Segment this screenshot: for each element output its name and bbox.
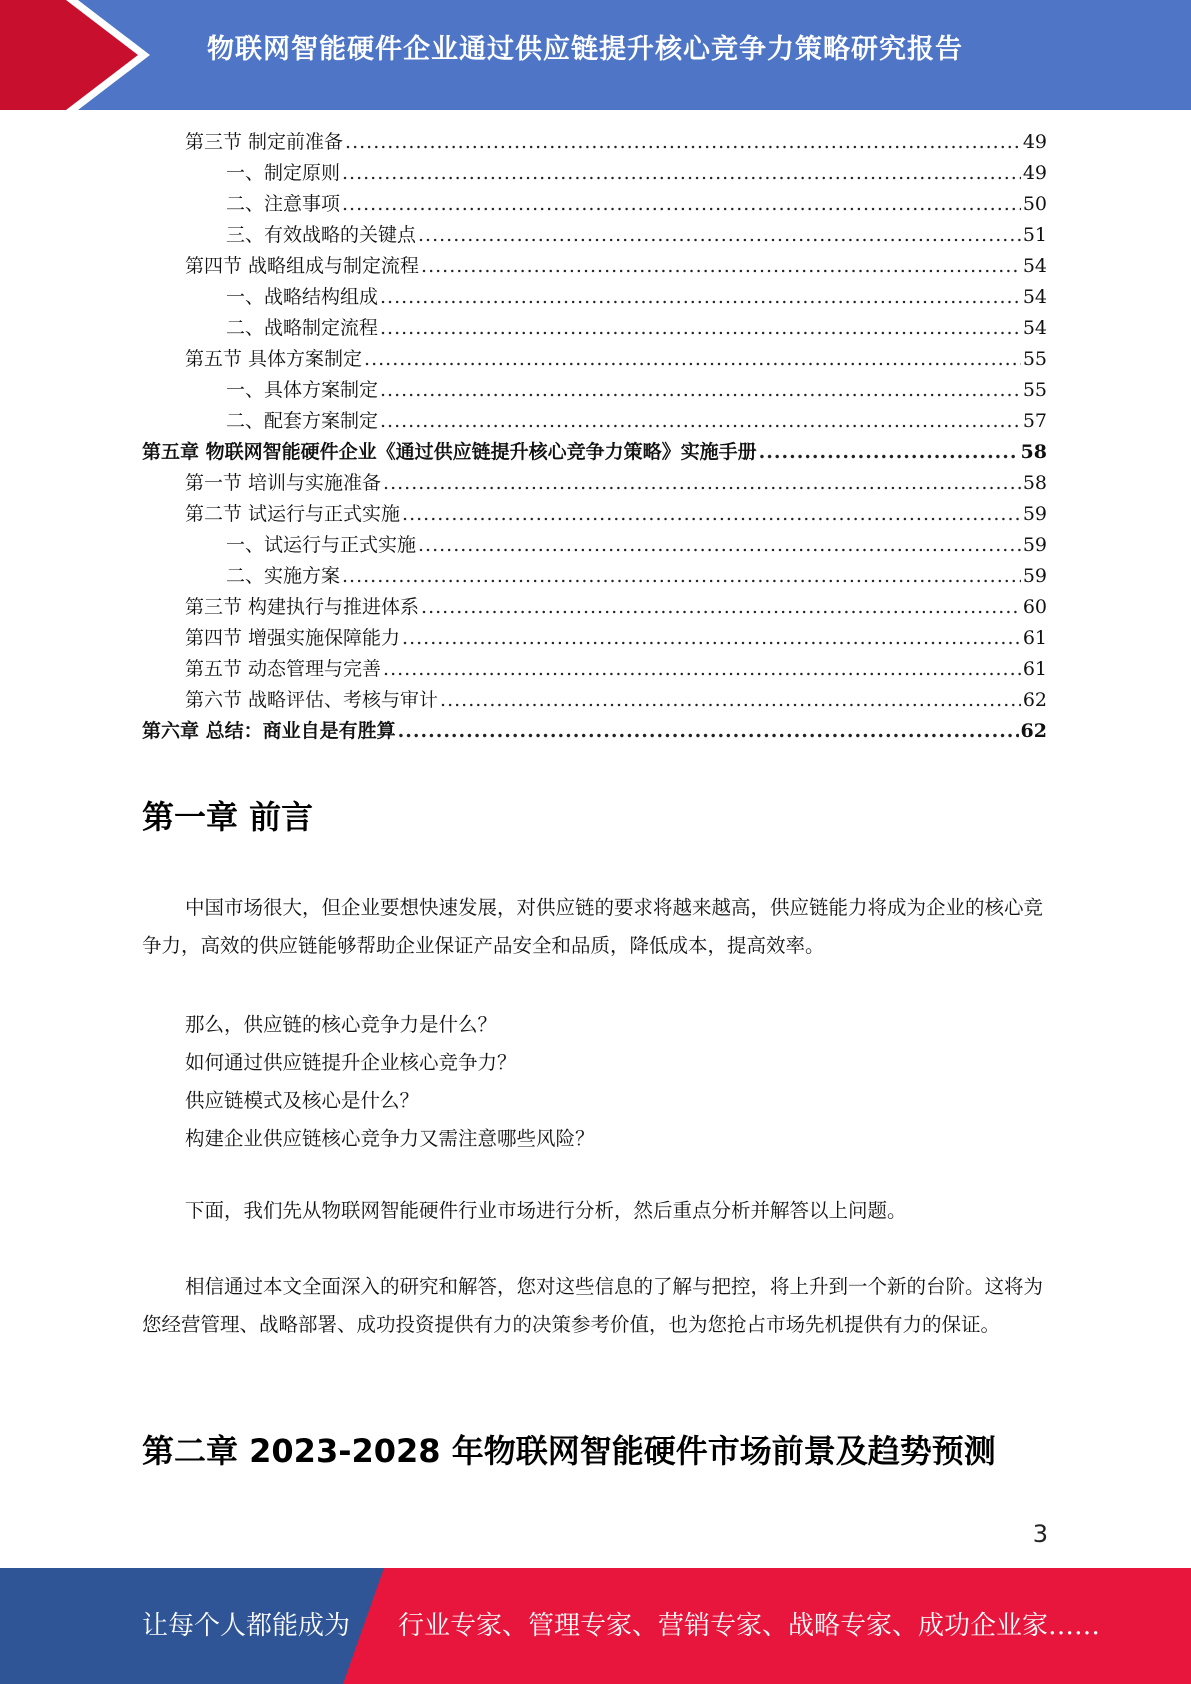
toc-page-number: 55 — [1022, 348, 1047, 370]
toc-entry[interactable] — [185, 344, 1047, 375]
toc-entry[interactable] — [185, 499, 1047, 530]
toc-page-number: 60 — [1022, 596, 1047, 618]
toc-page-number: 50 — [1022, 193, 1047, 215]
toc-leader — [402, 503, 1021, 525]
toc-leader — [418, 534, 1021, 556]
toc-leader — [342, 193, 1021, 215]
toc-entry-text: 第六章 总结：商业自是有胜算 — [142, 720, 396, 742]
toc-entry-text: 第一节 培训与实施准备 — [185, 472, 382, 494]
toc-entry[interactable] — [226, 530, 1047, 561]
toc-entry[interactable] — [185, 592, 1047, 623]
toc-entry-text: 第五章 物联网智能硬件企业《通过供应链提升核心竞争力策略》实施手册 — [142, 441, 757, 463]
toc-entry[interactable] — [185, 251, 1047, 282]
toc-page-number: 58 — [1022, 472, 1047, 494]
toc-entry-text: 一、战略结构组成 — [226, 286, 379, 308]
toc-page-number: 54 — [1022, 286, 1047, 308]
footer-slogan-right: 行业专家、管理专家、营销专家、战略专家、成功企业家…… — [398, 1611, 1101, 1641]
footer-slogan-left: 让每个人都能成为 — [142, 1611, 351, 1641]
toc-leader — [418, 224, 1021, 246]
toc-entry-text: 一、制定原则 — [226, 162, 341, 184]
toc-entry[interactable] — [226, 313, 1047, 344]
toc-page-number: 59 — [1022, 503, 1047, 525]
chapter-1-heading: 第一章 前言 — [142, 798, 314, 836]
page-number: 3 — [1032, 1520, 1048, 1548]
toc-leader — [342, 162, 1021, 184]
toc-page-number: 51 — [1022, 224, 1047, 246]
question-item: 供应链模式及核心是什么？ — [185, 1089, 420, 1112]
report-title: 物联网智能硬件企业通过供应链提升核心竞争力策略研究报告 — [207, 34, 963, 65]
toc-page-number: 57 — [1022, 410, 1047, 432]
toc-page-number: 62 — [1022, 689, 1047, 711]
page-footer — [0, 1568, 1191, 1684]
toc-entry-text: 二、注意事项 — [226, 193, 341, 215]
toc-entry-text: 二、实施方案 — [226, 565, 341, 587]
toc-entry-text: 三、有效战略的关键点 — [226, 224, 417, 246]
toc-page-number: 61 — [1022, 627, 1047, 649]
toc-entry[interactable] — [226, 406, 1047, 437]
toc-page-number: 62 — [1020, 720, 1047, 742]
toc-entry-text: 二、战略制定流程 — [226, 317, 379, 339]
toc-leader — [421, 255, 1021, 277]
toc-page-number: 59 — [1022, 565, 1047, 587]
toc-entry[interactable] — [226, 561, 1047, 592]
intro-paragraph: 中国市场很大，但企业要想快速发展，对供应链的要求将越来越高，供应链能力将成为企业的核心竞争力，高效的供应链能够帮助企业保证产品安全和品质，降低成本，提高效率。 — [142, 896, 1044, 957]
toc-leader — [380, 410, 1021, 432]
toc-entry[interactable] — [185, 468, 1047, 499]
toc-page-number: 49 — [1022, 162, 1047, 184]
toc-entry-text: 第五节 具体方案制定 — [185, 348, 363, 370]
toc-entry[interactable] — [142, 716, 1047, 747]
toc-entry-text: 一、试运行与正式实施 — [226, 534, 417, 556]
toc-entry[interactable] — [185, 685, 1047, 716]
toc-leader — [345, 131, 1021, 153]
toc-leader — [421, 596, 1021, 618]
toc-entry[interactable] — [226, 375, 1047, 406]
conclusion-paragraph: 相信通过本文全面深入的研究和解答，您对这些信息的了解与把控，将上升到一个新的台阶。这将为您经营管理、战略部署、成功投资提供有力的决策参考价值，也为您抢占市场先机提供有力的保证。 — [142, 1275, 1044, 1336]
toc-entry[interactable] — [185, 623, 1047, 654]
toc-entry-text: 第四节 增强实施保障能力 — [185, 627, 401, 649]
toc-entry[interactable] — [185, 127, 1047, 158]
toc-leader — [383, 658, 1021, 680]
toc-leader — [398, 720, 1019, 742]
toc-entry[interactable] — [142, 437, 1047, 468]
toc-page-number: 58 — [1020, 441, 1047, 463]
toc-entry-text: 第五节 动态管理与完善 — [185, 658, 382, 680]
toc-entry[interactable] — [226, 189, 1047, 220]
toc-page-number: 55 — [1022, 379, 1047, 401]
page-header — [0, 0, 1191, 110]
toc-entry[interactable] — [226, 220, 1047, 251]
toc-page-number: 54 — [1022, 317, 1047, 339]
toc-leader — [364, 348, 1021, 370]
toc-entry-text: 第三节 构建执行与推进体系 — [185, 596, 420, 618]
toc-leader — [342, 565, 1021, 587]
toc-entry-text: 第二节 试运行与正式实施 — [185, 503, 401, 525]
question-item: 构建企业供应链核心竞争力又需注意哪些风险？ — [185, 1127, 595, 1150]
toc-page-number: 59 — [1022, 534, 1047, 556]
toc-leader — [759, 441, 1019, 463]
toc-entry-text: 第三节 制定前准备 — [185, 131, 344, 153]
question-item: 那么，供应链的核心竞争力是什么？ — [185, 1013, 498, 1036]
toc-page-number: 54 — [1022, 255, 1047, 277]
analysis-paragraph: 下面，我们先从物联网智能硬件行业市场进行分析，然后重点分析并解答以上问题。 — [185, 1199, 907, 1222]
chapter-2-heading: 第二章 2023-2028 年物联网智能硬件市场前景及趋势预测 — [142, 1432, 996, 1470]
toc-entry-text: 第六节 战略评估、考核与审计 — [185, 689, 439, 711]
toc-leader — [383, 472, 1021, 494]
toc-entry-text: 第四节 战略组成与制定流程 — [185, 255, 420, 277]
toc-leader — [380, 286, 1021, 308]
toc-leader — [380, 379, 1021, 401]
toc-entry-text: 二、配套方案制定 — [226, 410, 379, 432]
question-item: 如何通过供应链提升企业核心竞争力？ — [185, 1051, 517, 1074]
toc-page-number: 49 — [1022, 131, 1047, 153]
toc-page-number: 61 — [1022, 658, 1047, 680]
toc-leader — [402, 627, 1021, 649]
toc-leader — [440, 689, 1021, 711]
toc-leader — [380, 317, 1021, 339]
toc-entry[interactable] — [185, 654, 1047, 685]
toc-entry[interactable] — [226, 158, 1047, 189]
toc-entry[interactable] — [226, 282, 1047, 313]
toc-entry-text: 一、具体方案制定 — [226, 379, 379, 401]
